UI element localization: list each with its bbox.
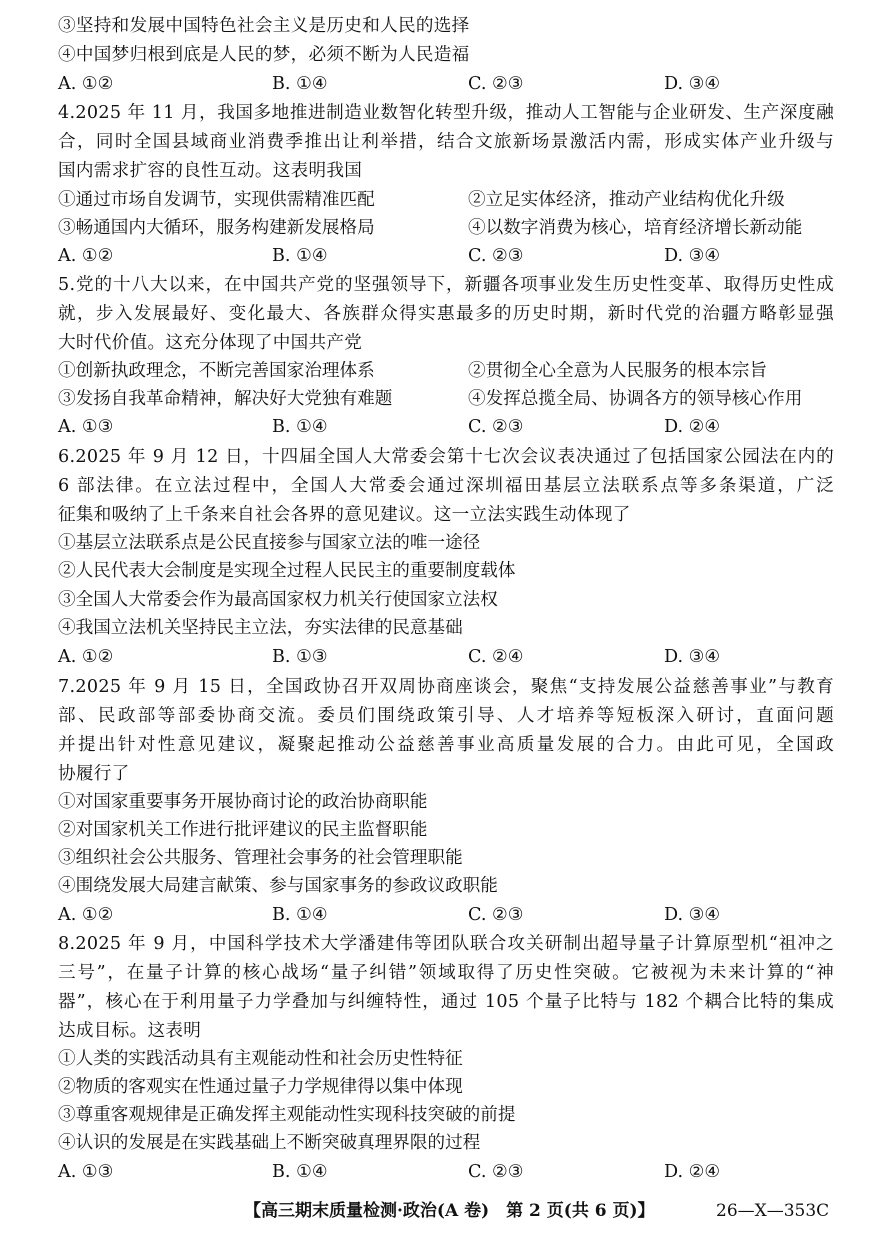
option-2: ②对国家机关工作进行批评建议的民主监督职能 — [58, 820, 428, 840]
answer-c: C. ②③ — [468, 1162, 524, 1182]
question-5-stem: 就，步入发展最好、变化最大、各族群众得实惠最多的历史时期，新时代党的治疆方略彰显强 — [58, 304, 834, 324]
option-3: ③畅通国内大循环，服务构建新发展格局 — [58, 218, 375, 238]
question-5-stem: 大时代价值。这充分体现了中国共产党 — [58, 333, 363, 353]
question-7-stem: 协履行了 — [58, 764, 130, 784]
question-8-stem: 8.2025 年 9 月，中国科学技术大学潘建伟等团队联合攻关研制出超导量子计算原型机“祖冲之 — [58, 934, 834, 954]
answer-b: B. ①③ — [272, 647, 328, 667]
answer-c: C. ②③ — [468, 74, 524, 94]
option-1: ①通过市场自发调节，实现供需精准匹配 — [58, 190, 375, 210]
question-4-stem: 4.2025 年 11 月，我国多地推进制造业数智化转型升级，推动人工智能与企业研发、生产深度融 — [58, 103, 834, 123]
answer-c: C. ②③ — [468, 905, 524, 925]
footer-title: 【高三期末质量检测·政治(A 卷) 第 2 页(共 6 页)】 — [244, 1201, 655, 1221]
question-7-stem: 并提出针对性意见建议，凝聚起推动公益慈善事业高质量发展的合力。由此可见，全国政 — [58, 735, 834, 755]
question-4-stem: 合，同时全国县域商业消费季推出让利举措，结合文旅新场景激活内需，形成实体产业升级与 — [58, 132, 834, 152]
question-7-stem: 部、民政部等部委协商交流。委员们围绕政策引导、人才培养等短板深入研讨，直面问题 — [58, 706, 834, 726]
question-6-stem: 6.2025 年 9 月 12 日，十四届全国人大常委会第十七次会议表决通过了包括国家公园法在内的 — [58, 447, 834, 467]
option-3: ③全国人大常委会作为最高国家权力机关行使国家立法权 — [58, 590, 498, 610]
page-footer — [0, 1196, 870, 1226]
answer-c: C. ②④ — [468, 647, 524, 667]
answer-d: D. ③④ — [664, 74, 721, 94]
option-4: ④围绕发展大局建言献策、参与国家事务的参政议政职能 — [58, 876, 498, 896]
answer-d: D. ②④ — [664, 1162, 721, 1182]
option-2: ②贯彻全心全意为人民服务的根本宗旨 — [468, 361, 768, 381]
answer-b: B. ①④ — [272, 905, 328, 925]
footer-code: 26—X—353C — [716, 1201, 830, 1221]
option-4: ④发挥总揽全局、协调各方的领导核心作用 — [468, 389, 803, 409]
option-2: ②人民代表大会制度是实现全过程人民民主的重要制度载体 — [58, 561, 516, 581]
option-4: ④认识的发展是在实践基础上不断突破真理界限的过程 — [58, 1133, 481, 1153]
answer-d: D. ③④ — [664, 246, 721, 266]
option-1: ①人类的实践活动具有主观能动性和社会历史性特征 — [58, 1049, 463, 1069]
question-5-stem: 5.党的十八大以来，在中国共产党的坚强领导下，新疆各项事业发生历史性变革、取得历史性成 — [58, 275, 834, 295]
question-6-stem: 征集和吸纳了上千条来自社会各界的意见建议。这一立法实践生动体现了 — [58, 505, 631, 525]
option-1: ①对国家重要事务开展协商讨论的政治协商职能 — [58, 792, 428, 812]
answer-b: B. ①④ — [272, 246, 328, 266]
question-8-stem: 器”，核心在于利用量子力学叠加与纠缠特性，通过 105 个量子比特与 182 个耦合比特的集成 — [58, 992, 834, 1012]
option-4: ④我国立法机关坚持民主立法，夯实法律的民意基础 — [58, 618, 463, 638]
answer-a: A. ①② — [58, 905, 114, 925]
option-2: ②立足实体经济，推动产业结构优化升级 — [468, 190, 785, 210]
option-3: ③发扬自我革命精神，解决好大党独有难题 — [58, 389, 393, 409]
answer-a: A. ①② — [58, 246, 114, 266]
answer-b: B. ①④ — [272, 1162, 328, 1182]
option-4: ④以数字消费为核心，培育经济增长新动能 — [468, 218, 803, 238]
question-8-stem: 达成目标。这表明 — [58, 1021, 202, 1041]
answer-d: D. ③④ — [664, 905, 721, 925]
answer-b: B. ①④ — [272, 74, 328, 94]
answer-a: A. ①② — [58, 74, 114, 94]
option-1: ①基层立法联系点是公民直接参与国家立法的唯一途径 — [58, 533, 481, 553]
question-6-stem: 6 部法律。在立法过程中，全国人大常委会通过深圳福田基层立法联系点等多条渠道，广泛 — [58, 476, 834, 496]
option-3: ③尊重客观规律是正确发挥主观能动性实现科技突破的前提 — [58, 1105, 516, 1125]
option-3: ③组织社会公共服务、管理社会事务的社会管理职能 — [58, 848, 463, 868]
answer-d: D. ③④ — [664, 647, 721, 667]
answer-a: A. ①③ — [58, 417, 114, 437]
option-1: ①创新执政理念，不断完善国家治理体系 — [58, 361, 375, 381]
answer-c: C. ②③ — [468, 417, 524, 437]
option-2: ②物质的客观实在性通过量子力学规律得以集中体现 — [58, 1077, 463, 1097]
question-7-stem: 7.2025 年 9 月 15 日，全国政协召开双周协商座谈会，聚焦“支持发展公益慈善事业”与教育 — [58, 677, 834, 697]
answer-a: A. ①③ — [58, 1162, 114, 1182]
question-4-stem: 国内需求扩容的良性互动。这表明我国 — [58, 161, 363, 181]
question-8-stem: 三号”，在量子计算的核心战场“量子纠错”领域取得了历史性突破。它被视为未来计算的“神 — [58, 963, 834, 983]
option-line: ③坚持和发展中国特色社会主义是历史和人民的选择 — [58, 16, 470, 36]
answer-d: D. ②④ — [664, 417, 721, 437]
option-line: ④中国梦归根到底是人民的梦，必须不断为人民造福 — [58, 45, 470, 65]
answer-c: C. ②③ — [468, 246, 524, 266]
answer-b: B. ①④ — [272, 417, 328, 437]
answer-a: A. ①② — [58, 647, 114, 667]
